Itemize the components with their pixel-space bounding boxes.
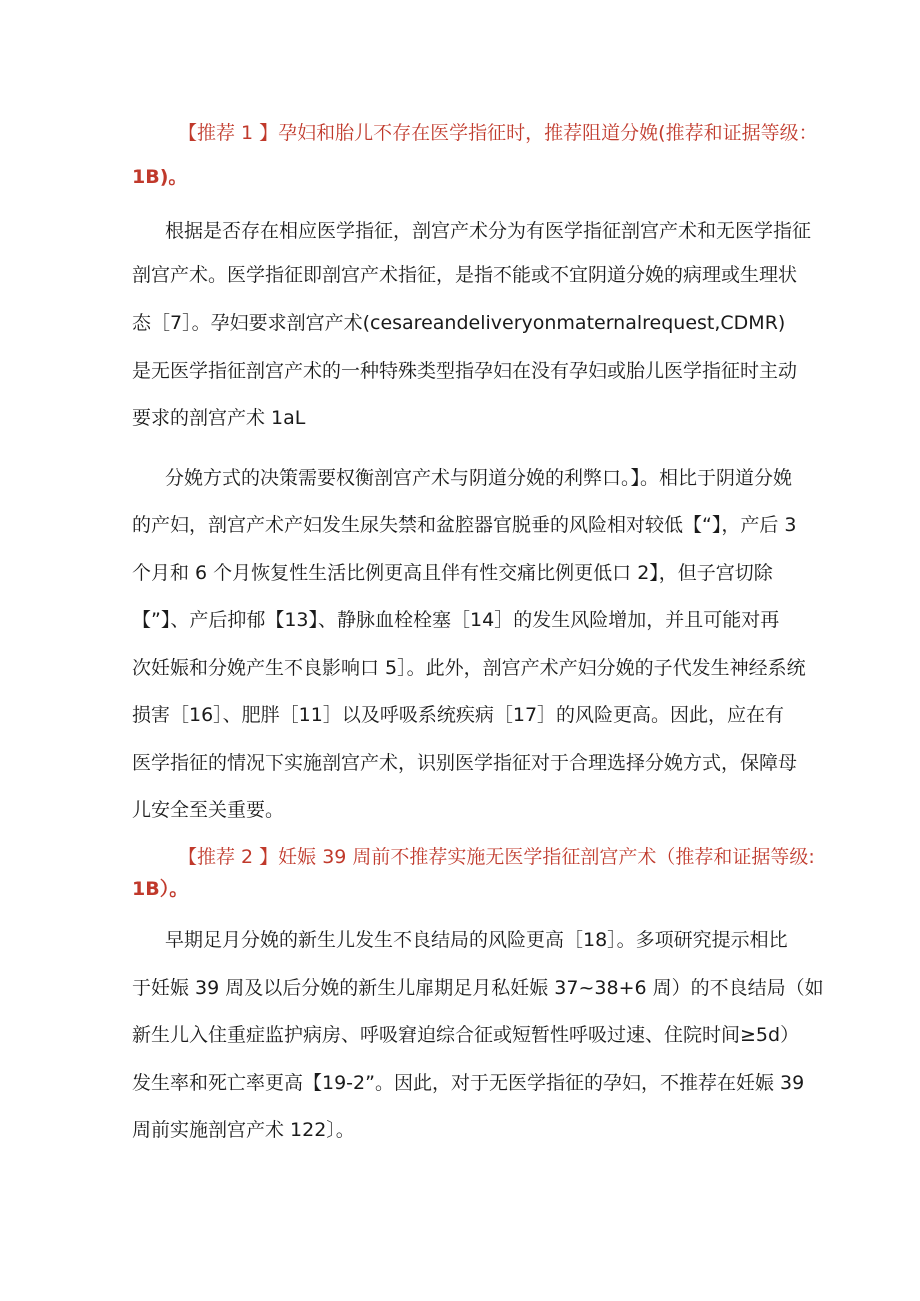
paragraph-2-line: 次妊娠和分娩产生不良影响口 5］。此外，剖宫产术产妇分娩的子代发生神经系统 bbox=[132, 657, 806, 679]
paragraph-3-line: 早期足月分娩的新生儿发生不良结局的风险更高［18］。多项研究提示相比 bbox=[165, 929, 788, 951]
paragraph-1-line: 根据是否存在相应医学指征，剖宫产术分为有医学指征剖宫产术和无医学指征 bbox=[165, 220, 812, 242]
paragraph-2-line: 儿安全至关重要。 bbox=[132, 799, 285, 821]
paragraph-3-line: 于妊娠 39 周及以后分娩的新生儿扉期足月私妊娠 37~38+6 周）的不良结局（如 bbox=[132, 977, 824, 999]
paragraph-1-line: 态［7］。孕妇要求剖宫产术(cesareandeliveryonmaternalrequest,CDMR) bbox=[132, 312, 786, 334]
recommendation-1-line-1: 【推荐 1 】孕妇和胎儿不存在医学指征时，推荐阻道分娩(推荐和证据等级： bbox=[178, 122, 818, 144]
paragraph-3-line: 发生率和死亡率更高【19-2”。因此，对于无医学指征的孕妇，不推荐在妊娠 39 bbox=[132, 1072, 805, 1094]
paragraph-2-line: 分娩方式的决策需要权衡剖宫产术与阴道分娩的利弊口。】。相比于阴道分娩 bbox=[165, 467, 793, 489]
recommendation-2-line-2: 1B）。 bbox=[132, 878, 189, 900]
paragraph-2-line: 损害［16］、肥胖［11］以及呼吸系统疾病［17］的风险更高。因此，应在有 bbox=[132, 704, 785, 726]
paragraph-1-line: 要求的剖宫产术 1aL bbox=[132, 407, 306, 429]
paragraph-2-line: 【”】、产后抑郁【13】、静脉血栓栓塞［14］的发生风险增加，并且可能对再 bbox=[132, 609, 780, 631]
paragraph-1-line: 是无医学指征剖宫产术的一种特殊类型指孕妇在没有孕妇或胎儿医学指征时主动 bbox=[132, 360, 798, 382]
recommendation-1-line-2: 1B)。 bbox=[132, 166, 188, 188]
paragraph-3-line: 周前实施剖宫产术 122〕。 bbox=[132, 1119, 355, 1141]
paragraph-2-line: 个月和 6 个月恢复性生活比例更高且伴有性交痛比例更低口 2】，但子宫切除 bbox=[132, 562, 773, 584]
recommendation-2-line-1: 【推荐 2 】妊娠 39 周前不推荐实施无医学指征剖宫产术（推荐和证据等级: bbox=[178, 846, 815, 868]
paragraph-3-line: 新生儿入住重症监护病房、呼吸窘迫综合征或短暂性呼吸过速、住院时间≥5d） bbox=[132, 1024, 800, 1046]
paragraph-2-line: 医学指征的情况下实施剖宫产术，识别医学指征对于合理选择分娩方式，保障母 bbox=[132, 752, 798, 774]
paragraph-2-line: 的产妇，剖宫产术产妇发生尿失禁和盆腔器官脱垂的风险相对较低【“】，产后 3 bbox=[132, 514, 797, 536]
paragraph-1-line: 剖宫产术。医学指征即剖宫产术指征，是指不能或不宜阴道分娩的病理或生理状 bbox=[132, 264, 798, 286]
